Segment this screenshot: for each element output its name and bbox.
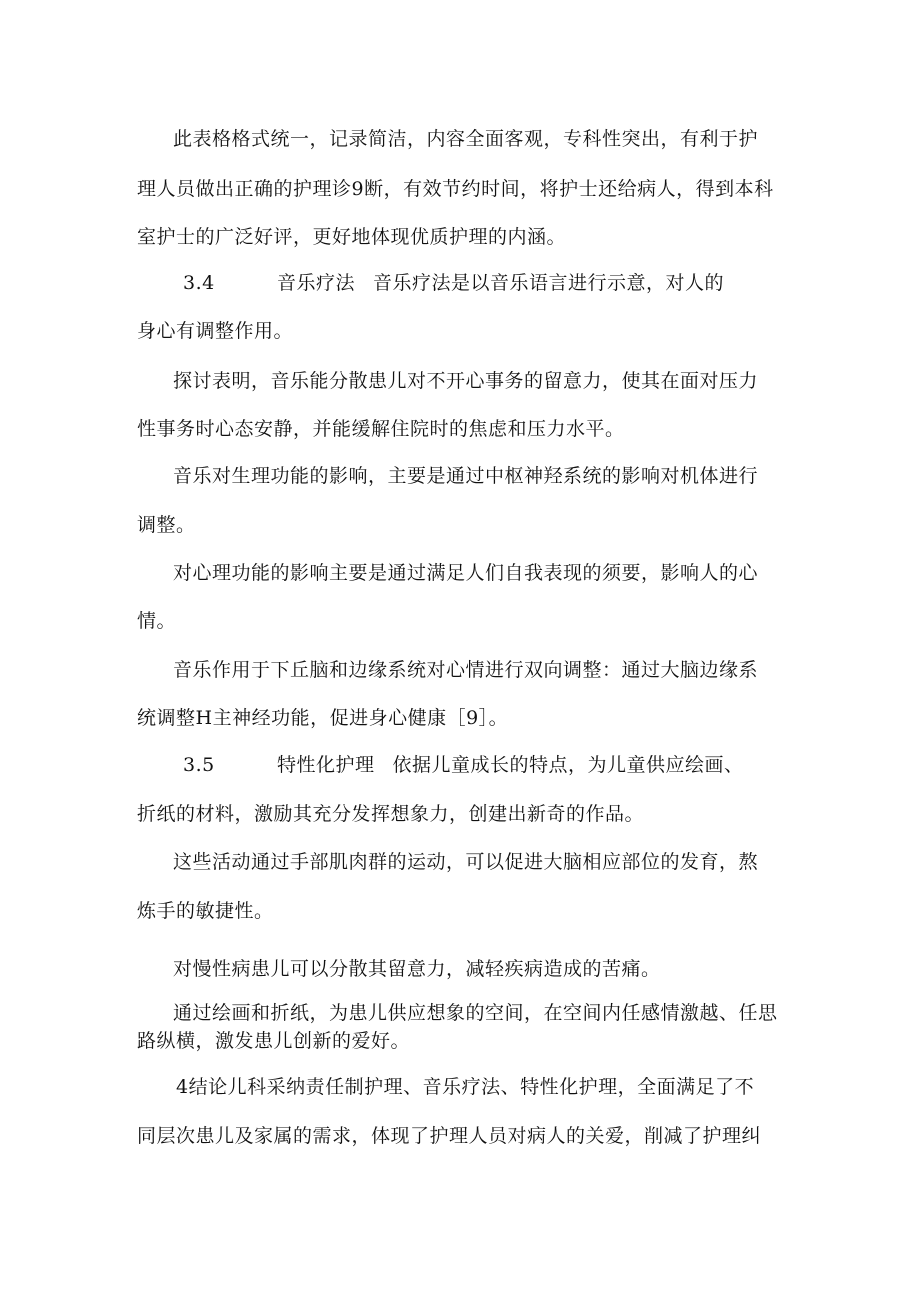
- section-text: 音乐疗法是以音乐语言进行示意，对人的: [373, 272, 725, 294]
- text-line: 性事务时心态安静，并能缓解住院时的焦虑和压力水平。: [137, 418, 625, 440]
- text-line: 室护士的广泛好评，更好地体现优质护理的内涵。: [137, 226, 567, 248]
- section-title: 特性化护理: [277, 754, 375, 776]
- text-line: 这些活动通过手部肌肉群的运动，可以促进大脑相应部位的发育，熬: [173, 851, 759, 873]
- text-line: 理人员做出正确的护理诊9断，有效节约时间，将护士还给病人，得到本科: [137, 178, 774, 200]
- text-line: 情。: [137, 610, 177, 632]
- text-line: 音乐对生理功能的影响，主要是通过中枢神羟系统的影响对机体进行: [173, 465, 759, 487]
- section-heading-3-5: [183, 752, 744, 778]
- text-line: 同层次患儿及家属的需求，体现了护理人员对病人的关爱，削减了护理纠: [137, 1125, 762, 1147]
- text-line: 对心理功能的影响主要是通过满足人们自我表现的须要，影响人的心: [173, 562, 759, 584]
- text-line: 路纵横，激发患儿创新的爱好。: [137, 1030, 411, 1052]
- text-line: 4结论儿科采纳责任制护理、音乐疗法、特性化护理，全面满足了不: [176, 1076, 755, 1098]
- section-title: 音乐疗法: [277, 272, 356, 294]
- text-line: 探讨表明，音乐能分散患儿对不开心事务的留意力，使其在面对压力: [173, 370, 759, 392]
- section-number: 3.5: [183, 754, 215, 776]
- text-line: 炼手的敏捷性。: [137, 900, 274, 922]
- text-line: 调整。: [137, 514, 196, 536]
- text-line: 统调整H主神经功能，促进身心健康［9］。: [137, 707, 509, 729]
- text-line: 通过绘画和折纸，为患儿供应想象的空间，在空间内任感情激越、任思: [173, 1002, 778, 1024]
- text-line: 对慢性病患儿可以分散其留意力，减轻疾病造成的苦痛。: [173, 958, 661, 980]
- text-line: 音乐作用于下丘脑和边缘系统对心情进行双向调整：通过大脑边缘系: [173, 659, 759, 681]
- section-number: 3.4: [183, 272, 215, 294]
- text-line: 身心有调整作用。: [137, 320, 294, 342]
- text-line: 折纸的材料，激励其充分发挥想象力，创建出新奇的作品。: [137, 803, 645, 825]
- section-heading-3-4: [183, 270, 724, 296]
- text-line: 此表格格式统一，记录简洁，内容全面客观，专科性突出，有利于护: [173, 128, 759, 150]
- section-text: 依据儿童成长的特点，为儿童供应绘画、: [392, 754, 744, 776]
